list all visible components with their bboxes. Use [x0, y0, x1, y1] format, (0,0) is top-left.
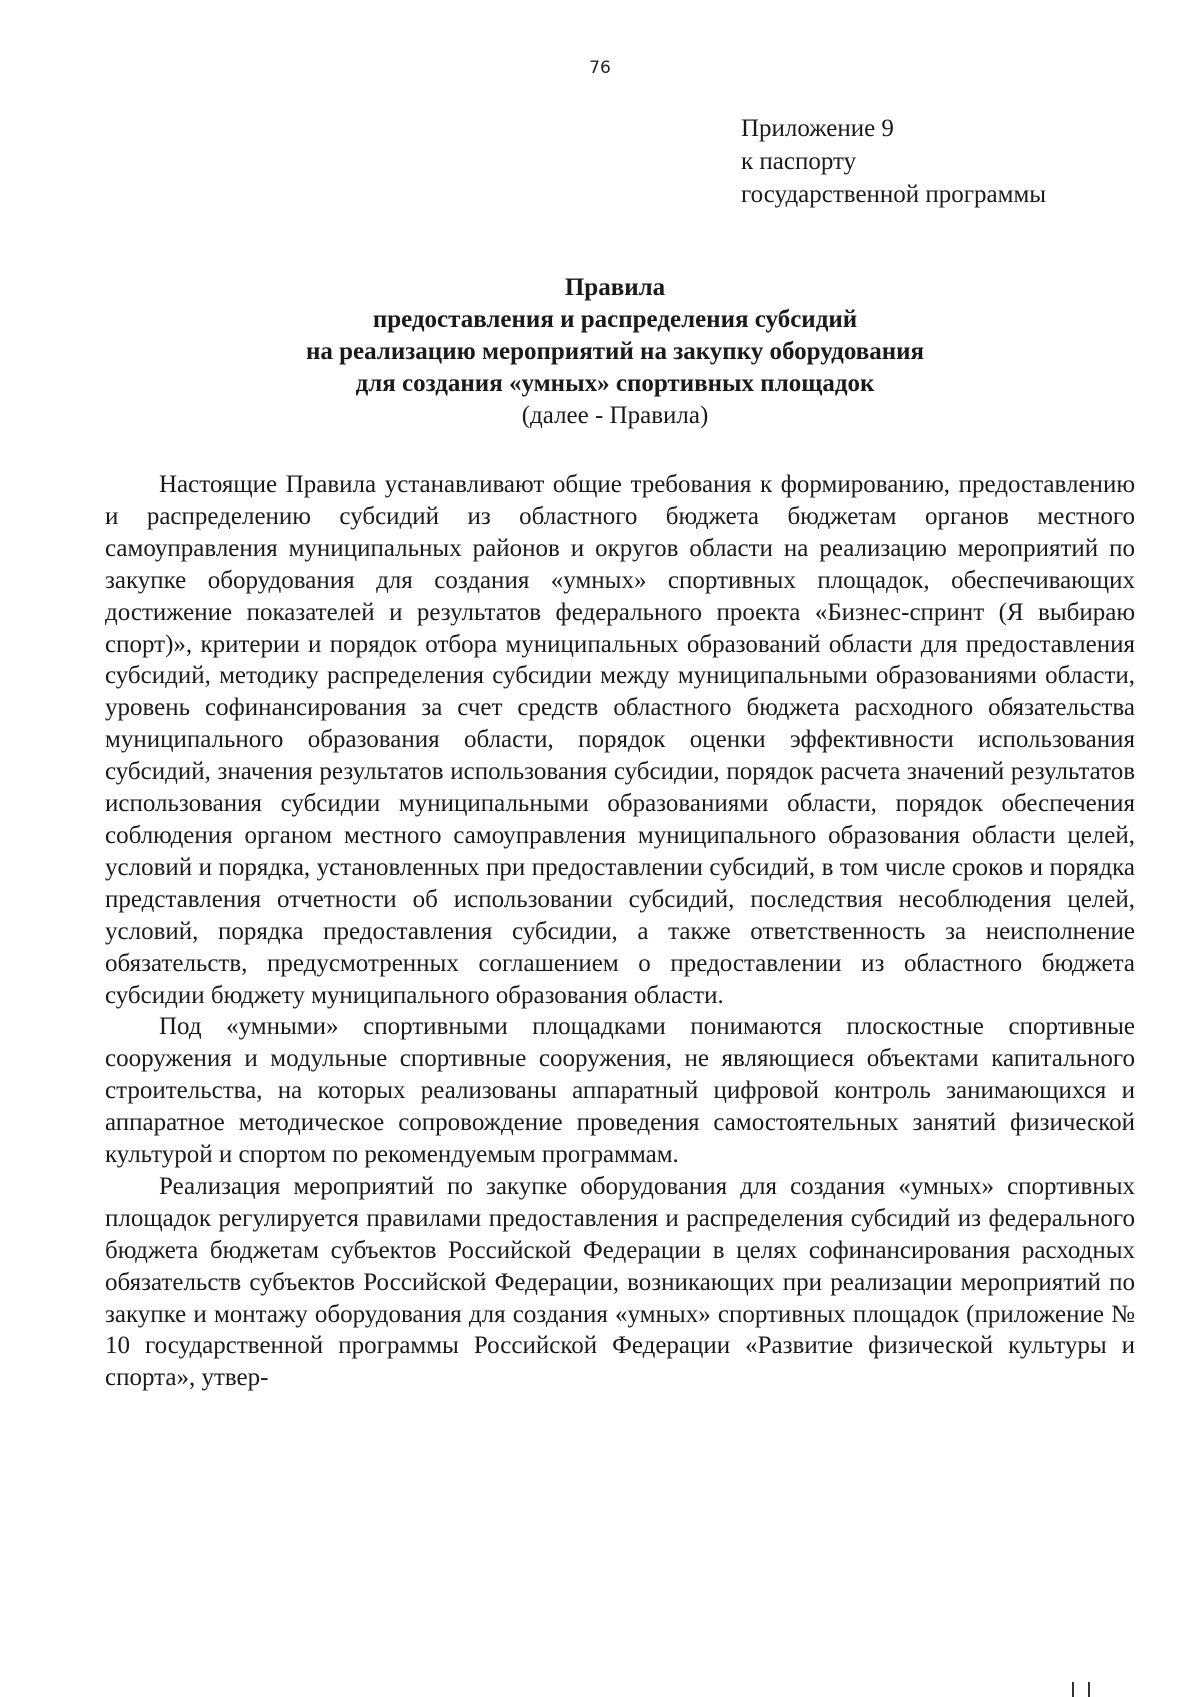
- title-line-2: предоставления и распределения субсидий: [372, 306, 858, 333]
- title-line-5: (далее - Правила): [521, 402, 709, 429]
- body-text: [105, 469, 1135, 1394]
- paragraph-3: Реализация мероприятий по закупке оборудования для создания «умных» спортивных площадок регулируется правилами предоставления и распределения субсидий из федерального бюджета бюджетам субъектов Российской Федерации в целях софинансирования расходных обязательств субъектов Российской Федерации, возникающих при реализации мероприятий по закупке и монтажу оборудования для создания «умных» спортивных площадок (приложение № 10 государственной программы Российской Федерации «Развитие физической культуры и спорта», утвер-: [105, 1172, 1135, 1392]
- annex-heading: [741, 112, 1046, 211]
- document-title: [0, 272, 1200, 432]
- scan-corner-mark: [1072, 1682, 1090, 1697]
- annex-line-3: государственной программы: [741, 181, 1047, 208]
- annex-line-2: к паспорту: [741, 148, 857, 175]
- title-line-4: для создания «умных» спортивных площадок: [355, 370, 875, 397]
- title-line-1: Правила: [564, 274, 666, 301]
- page-number: 76: [589, 58, 611, 78]
- paragraph-1: Настоящие Правила устанавливают общие требования к формированию, предоставлению и распределению субсидий из областного бюджета бюджетам органов местного самоуправления муниципальных районов и округов области на реализацию мероприятий по закупке оборудования для создания «умных» спортивных площадок, обеспечивающих достижение показателей и результатов федерального проекта «Бизнес-спринт (Я выбираю спорт)», критерии и порядок отбора муниципальных образований области для предоставления субсидий, методику распределения субсидии между муниципальными образованиями области, уровень софинансирования за счет средств областного бюджета расходного обязательства муниципального образования области, порядок оценки эффективности использования субсидий, значения результатов использования субсидии, порядок расчета значений результатов использования субсидии муниципальными образованиями области, порядок обеспечения соблюдения органом местного самоуправления муниципального образования области целей, условий и порядка, установленных при предоставлении субсидий, в том числе сроков и порядка представления отчетности об использовании субсидий, последствия несоблюдения целей, условий, порядка предоставления субсидии, а также ответственность за неисполнение обязательств, предусмотренных соглашением о предоставлении из областного бюджета субсидии бюджету муниципального образования области.: [105, 471, 1135, 1009]
- paragraph-2: Под «умными» спортивными площадками понимаются плоскостные спортивные сооружения и модульные спортивные сооружения, не являющиеся объектами капитального строительства, на которых реализованы аппаратный цифровой контроль занимающихся и аппаратное методическое сопровождение проведения самостоятельных занятий физической культурой и спортом по рекомендуемым программам.: [105, 1013, 1135, 1169]
- annex-line-1: Приложение 9: [741, 115, 894, 142]
- title-line-3: на реализацию мероприятий на закупку оборудования: [305, 338, 925, 365]
